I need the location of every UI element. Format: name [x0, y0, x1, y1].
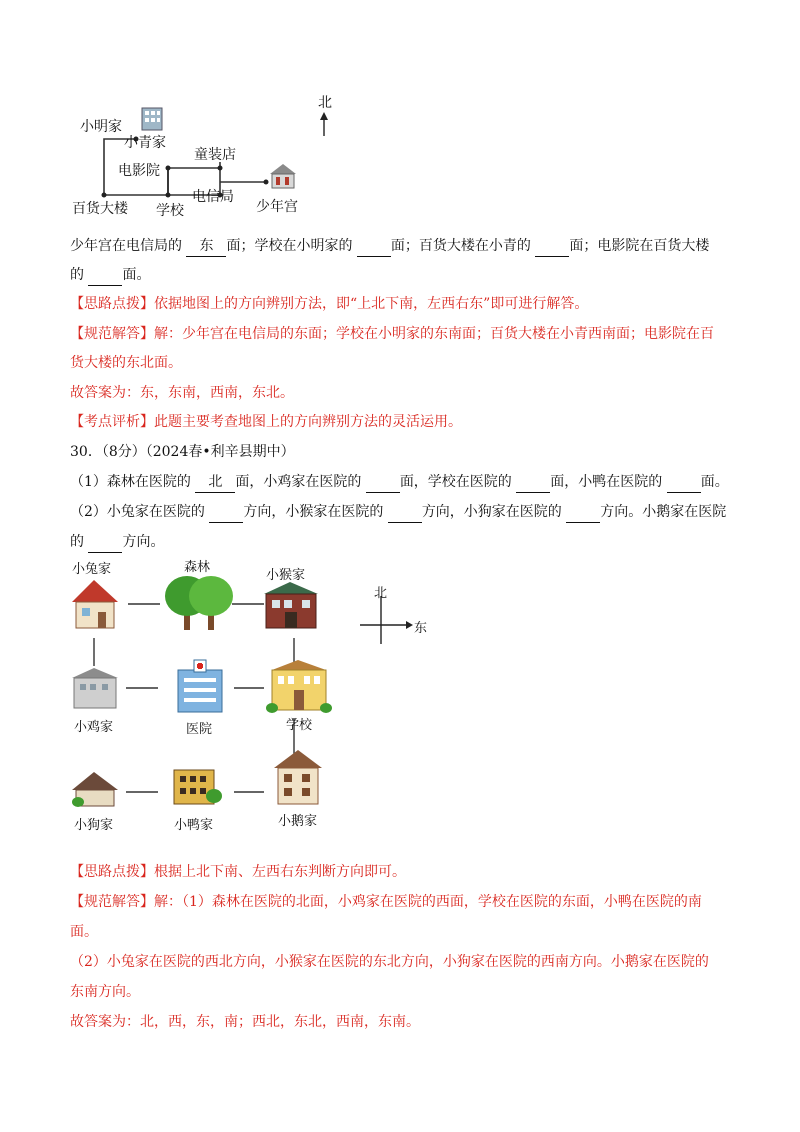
label-xiaoming: 小明家: [80, 119, 122, 135]
dog-house-icon: [72, 772, 118, 807]
map2-graphics: [68, 556, 448, 836]
label-xuexiao: 学校: [156, 203, 184, 219]
monkey-house-icon: [264, 582, 318, 628]
rabbit-house-icon: [72, 580, 118, 628]
q30-solution-line4: 东南方向。: [70, 984, 140, 1000]
answer-blank: 北: [195, 472, 235, 493]
q29-hint: 【思路点拨】依据地图上的方向辨别方法，即“上北下南，左西右东”即可进行解答。: [70, 296, 589, 312]
q30-solution-line3: （2）小兔家在医院的西北方向，小猴家在医院的东北方向，小狗家在医院的西南方向。小鹅家在医院的: [70, 954, 709, 970]
label-ji: 小鸡家: [74, 720, 114, 735]
map2: [68, 556, 448, 836]
q29-evaluation: 【考点评析】此题主要考查地图上的方向辨别方法的灵活运用。: [70, 414, 462, 430]
chicken-house-icon: [72, 668, 118, 708]
label-yiyuan: 医院: [186, 722, 213, 737]
answer-blank: 东: [186, 236, 226, 257]
q29-question-line2: 的 面。: [70, 265, 150, 286]
answer-blank: [209, 502, 243, 523]
compass-icon: [360, 596, 413, 644]
q30-header: 30．（8分）（2024春•利辛县期中）: [70, 444, 295, 460]
map1: [70, 92, 370, 222]
answer-blank: [88, 532, 122, 553]
label-dianxin: 电信局: [192, 189, 234, 205]
answer-blank: [388, 502, 422, 523]
label-shaonian: 少年宫: [256, 199, 298, 215]
goose-house-icon: [274, 750, 322, 804]
q30-part2: （2）小兔家在医院的 方向，小猴家在医院的 方向，小狗家在医院的 方向。小鹅家在医院: [70, 502, 726, 523]
school-icon: [266, 660, 332, 713]
answer-blank: [366, 472, 400, 493]
answer-blank: [357, 236, 391, 257]
q30-part1: （1）森林在医院的 北 面，小鸡家在医院的 面，学校在医院的 面，小鸭在医院的 面。: [70, 472, 729, 493]
north-arrow-icon: [320, 112, 328, 136]
label-e: 小鹅家: [278, 814, 318, 829]
answer-blank: [667, 472, 701, 493]
duck-house-icon: [174, 770, 222, 804]
palace-icon: [270, 164, 296, 188]
q29-question-line1: 少年宫在电信局的 东 面；学校在小明家的 面；百货大楼在小青的 面；电影院在百货大楼: [70, 236, 709, 257]
label-ya: 小鸭家: [174, 818, 214, 833]
label-xuexiao: 学校: [286, 718, 313, 733]
label-tu: 小兔家: [72, 562, 112, 577]
q29-solution-line2: 货大楼的东北面。: [70, 355, 182, 371]
label-dianying: 电影院: [118, 163, 160, 179]
compass-north-label: 北: [374, 586, 388, 601]
label-baihuo: 百货大楼: [72, 201, 128, 217]
q30-hint: 【思路点拨】根据上北下南、左西右东判断方向即可。: [70, 864, 406, 880]
forest-icon: [165, 576, 233, 630]
answer-blank: [535, 236, 569, 257]
q29-answer: 故答案为：东，东南，西南，东北。: [70, 385, 294, 401]
q29-solution-line1: 【规范解答】解：少年宫在电信局的东面；学校在小明家的东南面；百货大楼在小青西南面；电影院在百: [70, 326, 714, 342]
compass-east-label: 东: [414, 621, 428, 636]
answer-blank: [516, 472, 550, 493]
q30-part2-cont: 的 方向。: [70, 532, 164, 553]
answer-blank: [566, 502, 600, 523]
label-tongzhuang: 童装店: [194, 147, 236, 163]
label-hou: 小猴家: [266, 568, 306, 583]
label-gou: 小狗家: [74, 818, 114, 833]
label-xiaoqing: 小青家: [124, 135, 166, 151]
answer-blank: [88, 265, 122, 286]
q30-solution-line2: 面。: [70, 924, 98, 940]
q30-answer: 故答案为：北，西，东，南；西北，东北，西南，东南。: [70, 1014, 420, 1030]
hospital-icon: [178, 660, 222, 712]
north-label: 北: [318, 95, 332, 111]
building-icon: [142, 108, 162, 130]
q30-solution-line1: 【规范解答】解：（1）森林在医院的北面，小鸡家在医院的西面，学校在医院的东面，小鸭在医院的南: [70, 894, 702, 910]
label-senlin: 森林: [184, 560, 211, 575]
